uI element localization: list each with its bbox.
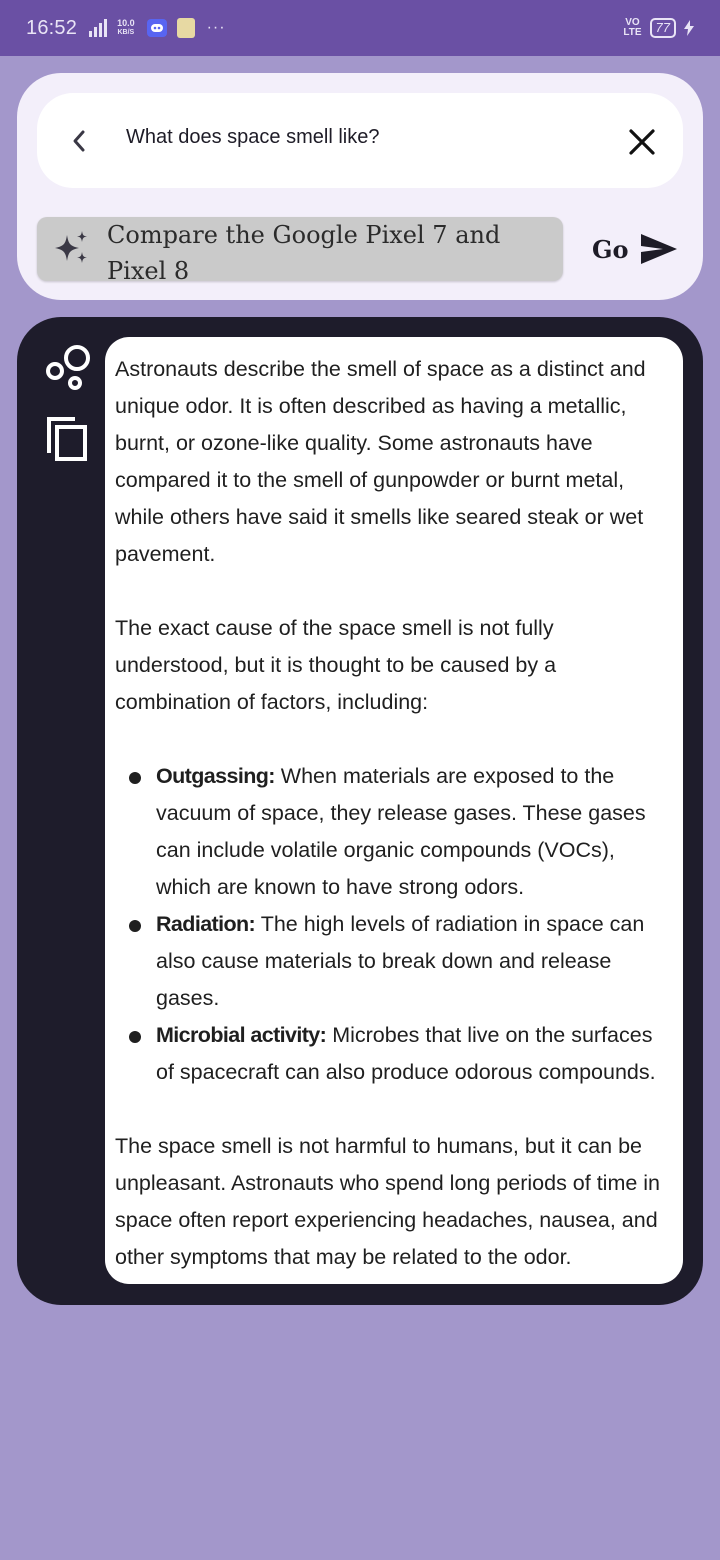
search-input[interactable]: What does space smell like? <box>126 126 380 148</box>
answer-intro: Astronauts describe the smell of space as a distinct and unique odor. It is often described as having a metallic, burnt, or ozone-like quality. Some astronauts have compared it to the smell of gunpowder or burnt metal, while others have said it smells like seared steak or wet pavement. <box>115 357 646 566</box>
list-item <box>115 758 673 906</box>
go-label: Go <box>592 234 629 264</box>
copy-icon[interactable] <box>45 415 89 463</box>
network-speed <box>117 19 135 37</box>
answer-conclusion: The space smell is not harmful to humans, but it can be unpleasant. Astronauts who spend long periods of time in space often report experiencing headaches, nausea, and other symptoms that may be related to the odor. <box>115 1134 661 1269</box>
bubbles-icon[interactable] <box>43 343 95 391</box>
search-panel <box>17 73 703 300</box>
list-item <box>115 1017 673 1091</box>
battery-icon <box>650 18 676 38</box>
status-left-icons <box>85 18 226 38</box>
factor-text: Microbes that live on the surfaces of spacecraft can also produce odorous compounds. <box>156 1023 656 1084</box>
list-item <box>115 906 673 1017</box>
volte-top: VO <box>625 17 640 28</box>
app-notification-icon <box>177 18 195 38</box>
factor-list <box>115 758 673 1091</box>
status-bar <box>0 0 720 56</box>
signal-icon <box>89 19 107 37</box>
send-icon <box>639 232 679 266</box>
volte-icon <box>623 18 641 38</box>
suggestion-chip[interactable] <box>37 217 563 285</box>
go-button[interactable] <box>592 231 679 267</box>
network-speed-value: 10.0 <box>117 18 135 28</box>
answer-text-box <box>105 337 683 1284</box>
status-right-icons <box>623 18 694 38</box>
battery-level: 77 <box>655 20 670 35</box>
factor-text: When materials are exposed to the vacuum of space, they release gases. These gases can include volatile organic compounds (VOCs), which are known to have strong odors. <box>156 764 646 899</box>
charging-icon <box>684 20 694 36</box>
back-arrow-icon[interactable] <box>67 127 91 155</box>
factor-term: Outgassing: <box>156 764 275 788</box>
factor-term: Microbial activity: <box>156 1023 327 1047</box>
volte-bottom: LTE <box>623 27 642 38</box>
close-icon[interactable] <box>627 127 657 157</box>
network-speed-unit: KB/S <box>117 29 135 36</box>
search-bar[interactable] <box>37 93 683 188</box>
answer-panel <box>17 317 703 1305</box>
factor-term: Radiation: <box>156 912 256 936</box>
discord-icon <box>147 19 167 37</box>
status-time: 16:52 <box>26 16 78 39</box>
sparkle-icon <box>51 229 93 271</box>
answer-cause: The exact cause of the space smell is not fully understood, but it is thought to be caused by a combination of factors, including: <box>115 616 557 714</box>
suggestion-text: Compare the Google Pixel 7 and Pixel 8 <box>107 221 501 285</box>
factor-text: The high levels of radiation in space can also cause materials to break down and release gases. <box>156 912 645 1010</box>
more-notifications-icon: ··· <box>206 19 226 36</box>
